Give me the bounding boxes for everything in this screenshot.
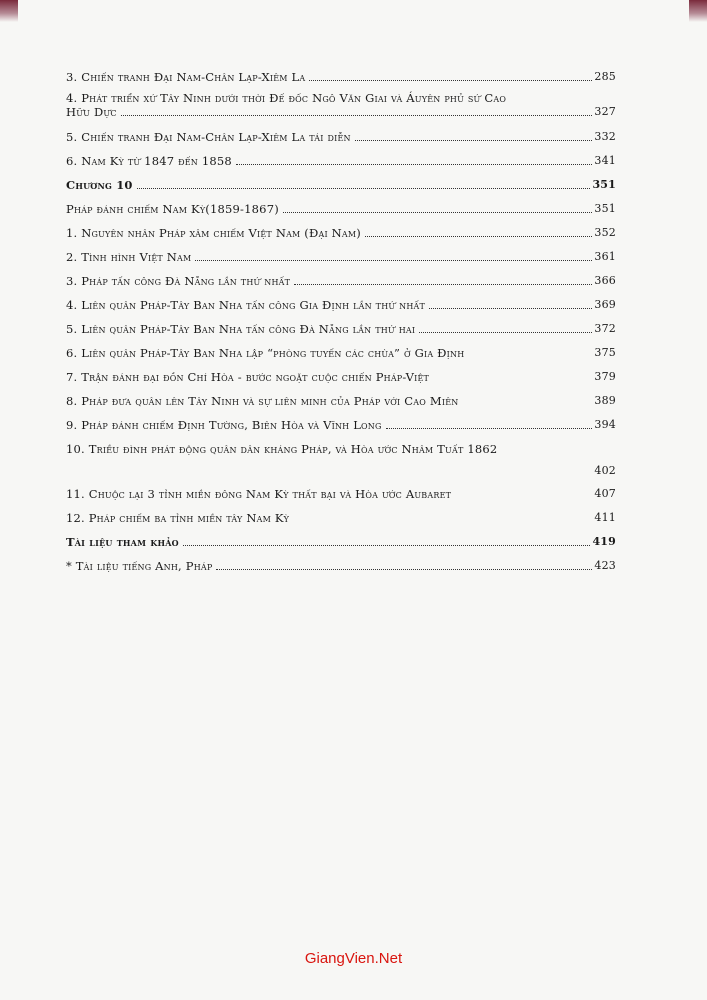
toc-entry xyxy=(66,511,616,525)
dot-leader xyxy=(462,404,592,405)
page-edge-left xyxy=(0,0,18,22)
toc-entry-page: 411 xyxy=(594,511,616,524)
toc-entry xyxy=(66,202,616,216)
toc-entry-page: 351 xyxy=(592,178,616,191)
dot-leader xyxy=(386,427,593,429)
toc-entry xyxy=(66,487,616,501)
toc-entry-title: 12. Pháp chiếm ba tỉnh miền tây Nam Kỳ xyxy=(66,511,290,525)
dot-leader xyxy=(236,163,592,165)
toc-entry-page: 332 xyxy=(594,130,616,143)
toc-entry-title: 6. Liên quân Pháp-Tây Ban Nha lập “phòng tuyến các chùa” ở Gia Định xyxy=(66,346,465,360)
toc-entry-title: 5. Liên quân Pháp-Tây Ban Nha tấn công Đà Nẵng lần thứ hai xyxy=(66,322,416,336)
toc-entry-page: 352 xyxy=(594,226,616,239)
dot-leader xyxy=(294,283,592,285)
toc-entry xyxy=(66,154,616,168)
dot-leader xyxy=(419,331,592,333)
toc-entry-title: Chương 10 xyxy=(66,178,133,192)
toc-entry xyxy=(66,250,616,264)
toc-entry-title: * Tài liệu tiếng Anh, Pháp xyxy=(66,559,213,573)
toc-entry xyxy=(66,346,616,360)
toc-entry-page: 366 xyxy=(594,274,616,287)
toc-entry xyxy=(66,322,616,336)
toc-entry-title-continued: Hữu Dực xyxy=(66,105,117,119)
toc-references-heading xyxy=(66,535,616,549)
dot-leader xyxy=(293,521,592,522)
toc-entry-page: 394 xyxy=(594,418,616,431)
dot-leader xyxy=(433,380,592,381)
dot-leader xyxy=(121,114,593,116)
toc-entry-title: 6. Nam Kỳ từ 1847 đến 1858 xyxy=(66,154,232,168)
page-edge-right xyxy=(689,0,707,22)
toc-entry-title: 3. Pháp tấn công Đà Nẵng lần thứ nhất xyxy=(66,274,291,288)
dot-leader xyxy=(468,356,592,357)
dot-leader xyxy=(309,79,592,81)
toc-entry-page: 285 xyxy=(594,70,616,83)
toc-entry-title: 9. Pháp đánh chiếm Định Tường, Biên Hòa và Vĩnh Long xyxy=(66,418,382,432)
toc-entry-title: 5. Chiến tranh Đại Nam-Chân Lạp-Xiêm La tái diễn xyxy=(66,130,351,144)
toc-entry xyxy=(66,91,616,119)
toc-entry xyxy=(66,418,616,432)
dot-leader xyxy=(455,497,592,498)
table-of-contents xyxy=(66,70,616,573)
toc-entry xyxy=(66,394,616,408)
dot-leader xyxy=(216,568,592,570)
toc-entry-title: 1. Nguyên nhân Pháp xâm chiếm Việt Nam (Đại Nam) xyxy=(66,226,361,240)
dot-leader xyxy=(183,544,591,546)
toc-entry xyxy=(66,370,616,384)
toc-entry xyxy=(66,559,616,573)
toc-entry-page: 407 xyxy=(594,487,616,500)
toc-entry-title: 4. Phát triển xứ Tây Ninh dưới thời Đế đốc Ngô Văn Giai và Áuyên phủ sứ Cao xyxy=(66,91,507,105)
toc-entry-page: 369 xyxy=(594,298,616,311)
toc-entry-page: 419 xyxy=(592,535,616,548)
toc-entry-title: 4. Liên quân Pháp-Tây Ban Nha tấn công Gia Định lần thứ nhất xyxy=(66,298,426,312)
toc-entry-page: 389 xyxy=(594,394,616,407)
toc-entry-page: 402 xyxy=(594,464,616,477)
watermark-text: GiangVien.Net xyxy=(304,950,403,967)
toc-entry xyxy=(66,130,616,144)
toc-entry-title: 3. Chiến tranh Đại Nam-Chân Lạp-Xiêm La xyxy=(66,70,306,84)
toc-entry xyxy=(66,274,616,288)
toc-entry-page: 423 xyxy=(594,559,616,572)
toc-chapter-heading xyxy=(66,178,616,192)
toc-entry xyxy=(66,226,616,240)
toc-entry-page: 361 xyxy=(594,250,616,263)
toc-entry xyxy=(66,70,616,84)
dot-leader xyxy=(429,307,592,309)
toc-entry-title: 2. Tình hình Việt Nam xyxy=(66,250,192,264)
toc-entry-title: 7. Trận đánh đại đồn Chí Hòa - bước ngoặt cuộc chiến Pháp-Việt xyxy=(66,370,430,384)
toc-entry-page: 379 xyxy=(594,370,616,383)
dot-leader xyxy=(355,139,593,141)
toc-entry-title: Pháp đánh chiếm Nam Kỳ(1859-1867) xyxy=(66,202,279,216)
toc-entry-page: 351 xyxy=(594,202,616,215)
dot-leader xyxy=(283,211,592,213)
dot-leader xyxy=(137,187,591,189)
dot-leader xyxy=(195,259,592,261)
toc-entry-page: 327 xyxy=(594,105,616,118)
toc-entry-page: 375 xyxy=(594,346,616,359)
toc-entry-page: 372 xyxy=(594,322,616,335)
toc-entry xyxy=(66,442,616,478)
toc-entry-title: Tài liệu tham khảo xyxy=(66,535,179,549)
toc-entry xyxy=(66,298,616,312)
toc-entry-page: 341 xyxy=(594,154,616,167)
toc-entry-title: 10. Triều đình phát động quân dân kháng Pháp, và Hòa ước Nhâm Tuất 1862 xyxy=(66,442,498,456)
toc-entry-title: 11. Chuộc lại 3 tỉnh miền đông Nam Kỳ thất bại và Hòa ước Aubaret xyxy=(66,487,452,501)
toc-entry-title: 8. Pháp đưa quân lên Tây Ninh và sự liên minh của Pháp với Cao Miên xyxy=(66,394,459,408)
dot-leader xyxy=(365,235,592,237)
